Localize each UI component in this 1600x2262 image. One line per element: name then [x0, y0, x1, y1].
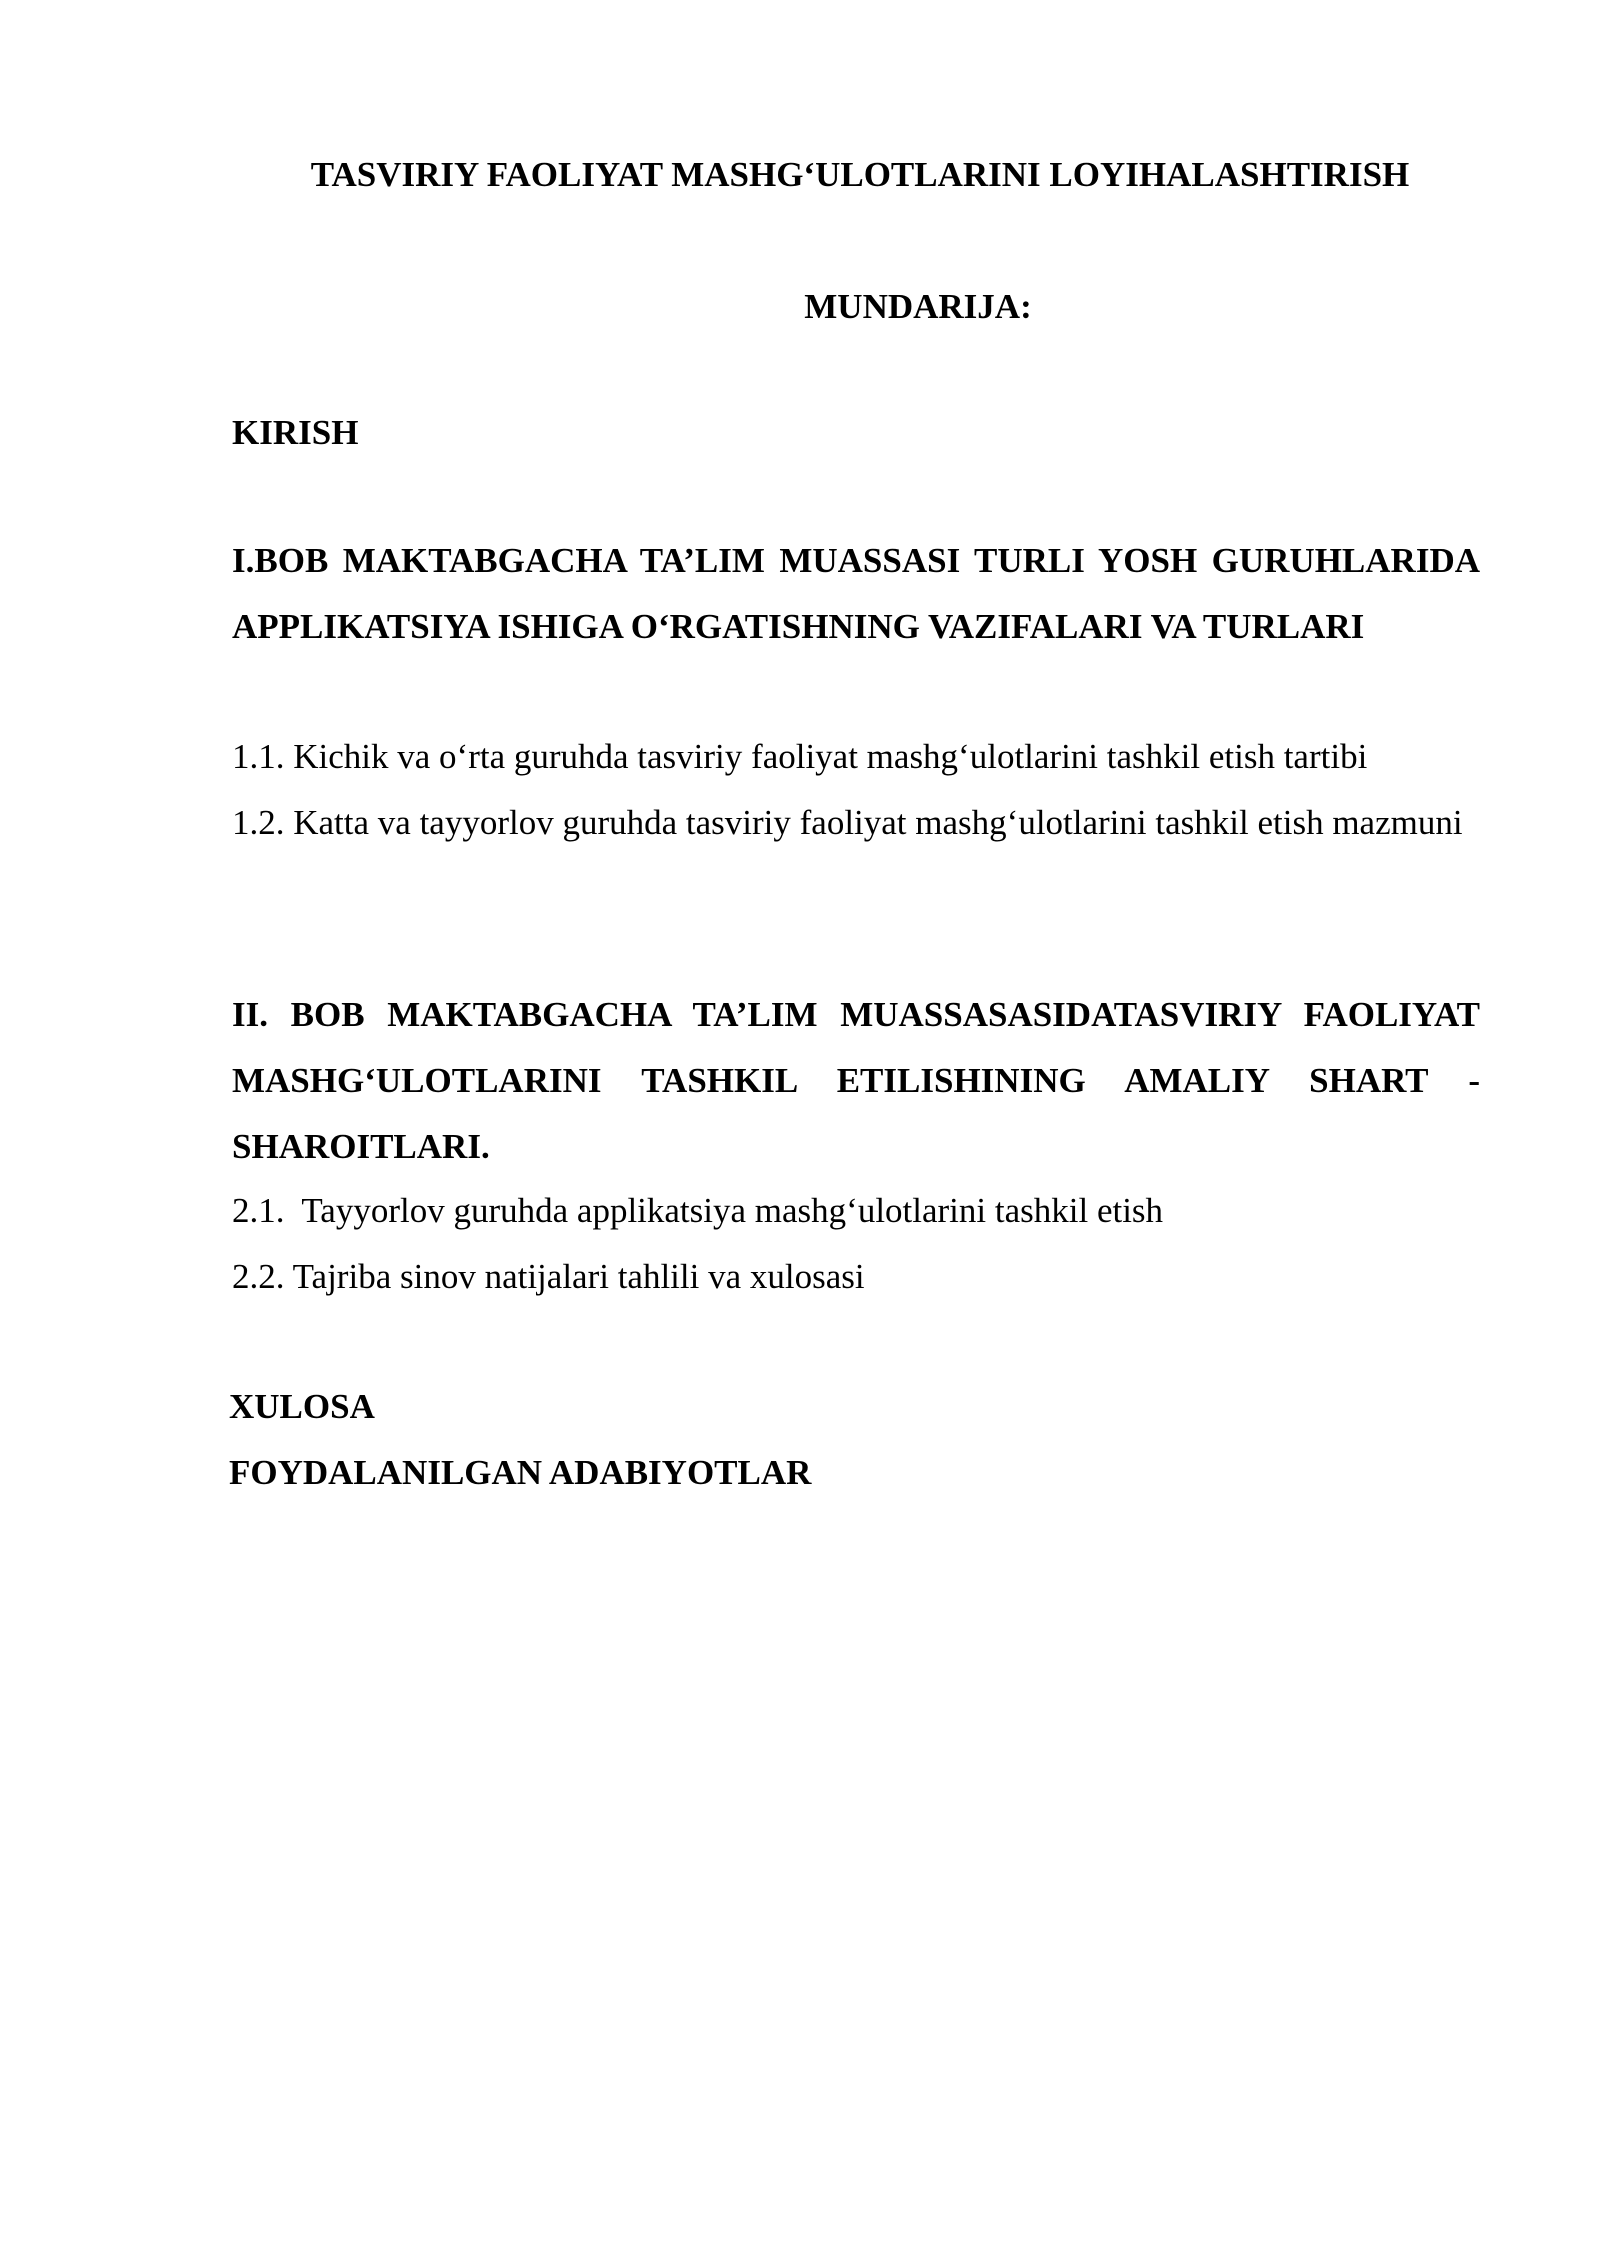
toc-entry-references: FOYDALANILGAN ADABIYOTLAR — [229, 1453, 812, 1492]
toc-entry-intro: KIRISH — [232, 413, 359, 452]
toc-chapter-2-heading: II. BOB MAKTABGACHA TA’LIM MUASSASASIDATASVIRIY FAOLIYAT MASHG‘ULOTLARINI TASHKIL ETILISHINING AMALIY SHART - SHAROITLARI. — [232, 995, 1480, 1166]
document-title: TASVIRIY FAOLIYAT MASHG‘ULOTLARINI LOYIHALASHTIRISH — [310, 155, 1410, 194]
table-of-contents-heading: MUNDARIJA: — [804, 287, 1032, 326]
toc-section-2-1: 2.1. Tayyorlov guruhda applikatsiya mashg‘ulotlarini tashkil etish — [232, 1191, 1164, 1230]
toc-section-1-1: 1.1. Kichik va o‘rta guruhda tasviriy faoliyat mashg‘ulotlarini tashkil etish tartibi — [232, 737, 1368, 776]
toc-entry-conclusion: XULOSA — [229, 1387, 375, 1426]
toc-section-1-2: 1.2. Katta va tayyorlov guruhda tasviriy faoliyat mashg‘ulotlarini tashkil etish mazmuni — [232, 803, 1463, 842]
toc-chapter-1-heading: I.BOB MAKTABGACHA TA’LIM MUASSASI TURLI YOSH GURUHLARIDA APPLIKATSIYA ISHIGA O‘RGATISHNING VAZIFALARI VA TURLARI — [232, 541, 1480, 646]
toc-section-2-2: 2.2. Tajriba sinov natijalari tahlili va xulosasi — [232, 1257, 865, 1296]
